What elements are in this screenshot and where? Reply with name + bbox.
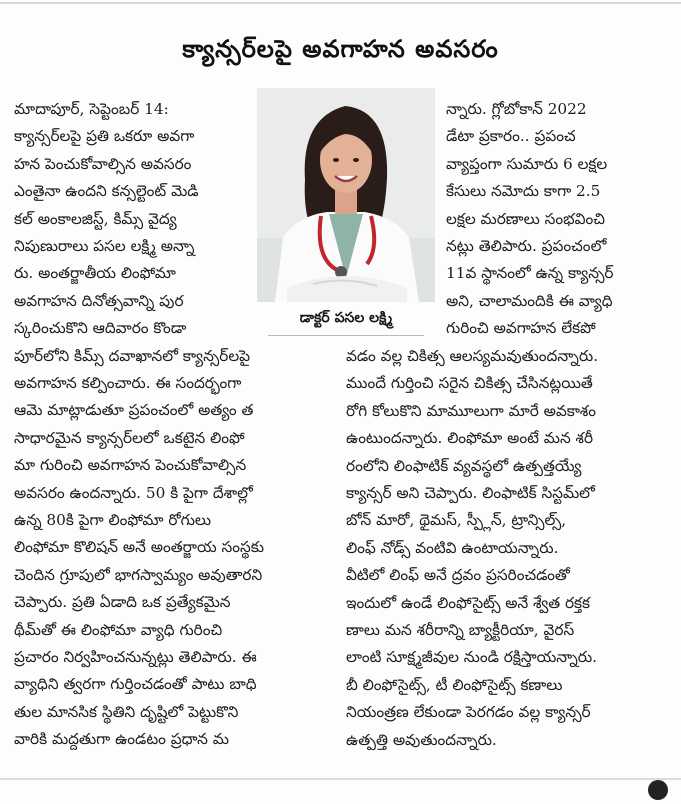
text-line: పూర్‌లోని కిమ్స్ దవాఖానలో క్యాన్సర్‌లపై [14, 346, 251, 365]
text-line: రు. అంతర్జాతీయ లింఫోమా [14, 264, 176, 283]
text-line: వ్యాధిని త్వరగా గుర్తించడంతో పాటు బాధి [14, 675, 257, 694]
text-line: మా గురించి అవగాహన పెంచుకోవాల్సిన [14, 456, 247, 475]
text-line: చెందిన గ్రూపులో భాగస్వామ్యం అవుతారని [14, 565, 263, 584]
text-line: వారికి మద్దతుగా ఉండటం ప్రధాన మ [14, 730, 229, 749]
doctor-photo [257, 88, 435, 302]
text-line: బీ లింఫోసైట్స్, టీ లింఫోసైట్స్ కణాలు [346, 675, 563, 694]
text-line: రంలోని లింఫాటిక్ వ్యవస్థలో ఉత్పత్తయ్యే [346, 456, 582, 475]
text-line: ఉంటుందన్నారు. లింఫోమా అంటే మన శరీ [346, 429, 594, 448]
text-line: ఆమె మాట్లాడుతూ ప్రపంచంలో అత్యం త [14, 401, 254, 420]
text-line: నియంత్రణ లేకుండా పెరగడం వల్ల క్యాన్సర్ [346, 703, 591, 722]
doctor-portrait-illustration [257, 88, 435, 302]
text-line: వడం వల్ల చికిత్స ఆలస్యమవుతుందన్నారు. [346, 347, 599, 365]
bottom-rule [0, 778, 681, 780]
text-line: మాదాపూర్, సెప్టెంబర్ 14: [14, 100, 169, 118]
text-line: డేటా ప్రకారం.. ప్రపంచ [446, 127, 576, 146]
photo-caption: డాక్టర్ పసల లక్ష్మి [299, 310, 393, 326]
text-line: లింఫోమా కొలిషన్ అనే అంతర్జాయ సంస్థకు [14, 538, 265, 557]
text-line: కేసులు నమోదు కాగా 2.5 [446, 182, 601, 201]
text-line: 11వ స్థానంలో ఉన్న క్యాన్సర్ [446, 264, 614, 283]
headline: క్యాన్సర్‌లపై అవగాహన అవసరం [182, 35, 499, 63]
text-line: ఉత్పత్తి అవుతుందన్నారు. [346, 730, 497, 749]
text-line: సాధారమైన క్యాన్సర్‌లలో ఒకటైన లింఫో [14, 428, 245, 447]
text-line: ఉన్న 80కి పైగా లింఫోమా రోగులు [14, 511, 212, 529]
text-line: రోగి కోలుకొని మామూలుగా మారే అవకాశం [346, 401, 597, 420]
text-line: క్యాన్సర్ అని చెప్పారు. లింఫాటిక్ సిస్టమ్‌లో [346, 484, 595, 502]
text-line: లక్షల మరణాలు సంభవించి [446, 209, 605, 228]
text-line: నిపుణురాలు పసల లక్ష్మి అన్నా [14, 237, 195, 255]
caption-divider [268, 335, 424, 336]
text-line: ప్రచారం నిర్వహించనున్నట్లు తెలిపారు. ఈ [14, 648, 257, 666]
text-line: హన పెంచుకోవాల్సిన అవసరం [14, 154, 192, 173]
text-line: థీమ్‌తో ఈ లింఫోమా వ్యాధి గురించి [14, 620, 223, 639]
text-line: వీటిలో లింఫ్ అనే ద్రవం ప్రసరించడంతో [346, 566, 570, 585]
text-line: ఇందులో ఉండే లింఫోసైట్స్ అనే శ్వేత రక్తక [346, 593, 591, 612]
text-line: ణాలు మన శరీరాన్ని బ్యాక్టీరియా, వైరస్ [346, 621, 575, 639]
text-line: అవసరం ఉందన్నారు. 50 కి పైగా దేశాల్లో [14, 483, 253, 502]
corner-dot [648, 780, 668, 800]
text-line: న్నారు. గ్లోబోకాన్ 2022 [446, 100, 587, 118]
text-line: నట్లు తెలిపారు. ప్రపంచంలో [446, 237, 607, 255]
text-line: లాంటి సూక్ష్మజీవుల నుండి రక్షిస్తాయన్నారు. [346, 648, 597, 667]
text-line: స్కరించుకొని ఆదివారం కొండా [14, 319, 187, 338]
text-line: గురించి అవగాహన లేకపో [446, 319, 596, 338]
text-line: అవగాహన కల్పించారు. ఈ సందర్భంగా [14, 374, 242, 392]
text-line: అని, చాలామందికి ఈ వ్యాధి [446, 291, 613, 310]
text-line: అవగాహన దినోత్సవాన్ని పుర [14, 291, 184, 310]
text-line: బోన్ మారో, థైమస్, స్ప్లీన్, ట్రాన్సిల్స్, [346, 511, 567, 530]
text-line: ముందే గుర్తించి సరైన చికిత్స చేసినట్లయితే [346, 374, 593, 393]
text-line: వ్యాప్తంగా సుమారు 6 లక్షల [446, 154, 608, 173]
text-line: లింఫ్ నోడ్స్ వంటివి ఉంటాయన్నారు. [346, 538, 559, 557]
text-line: ఎంతైనా ఉందని కన్సల్టెంట్ మెడి [14, 182, 199, 201]
text-line: క్యాన్సర్‌లపై ప్రతి ఒకరూ అవగా [14, 127, 195, 146]
text-line: కల్ అంకాలజిస్ట్, కిమ్స్ వైద్య [14, 209, 177, 228]
top-rule [0, 2, 681, 4]
text-line: చెప్పారు. ప్రతి ఏడాది ఒక ప్రత్యేకమైన [14, 593, 231, 612]
text-line: తుల మానసిక స్థితిని దృష్టిలో పెట్టుకొని [14, 702, 239, 721]
